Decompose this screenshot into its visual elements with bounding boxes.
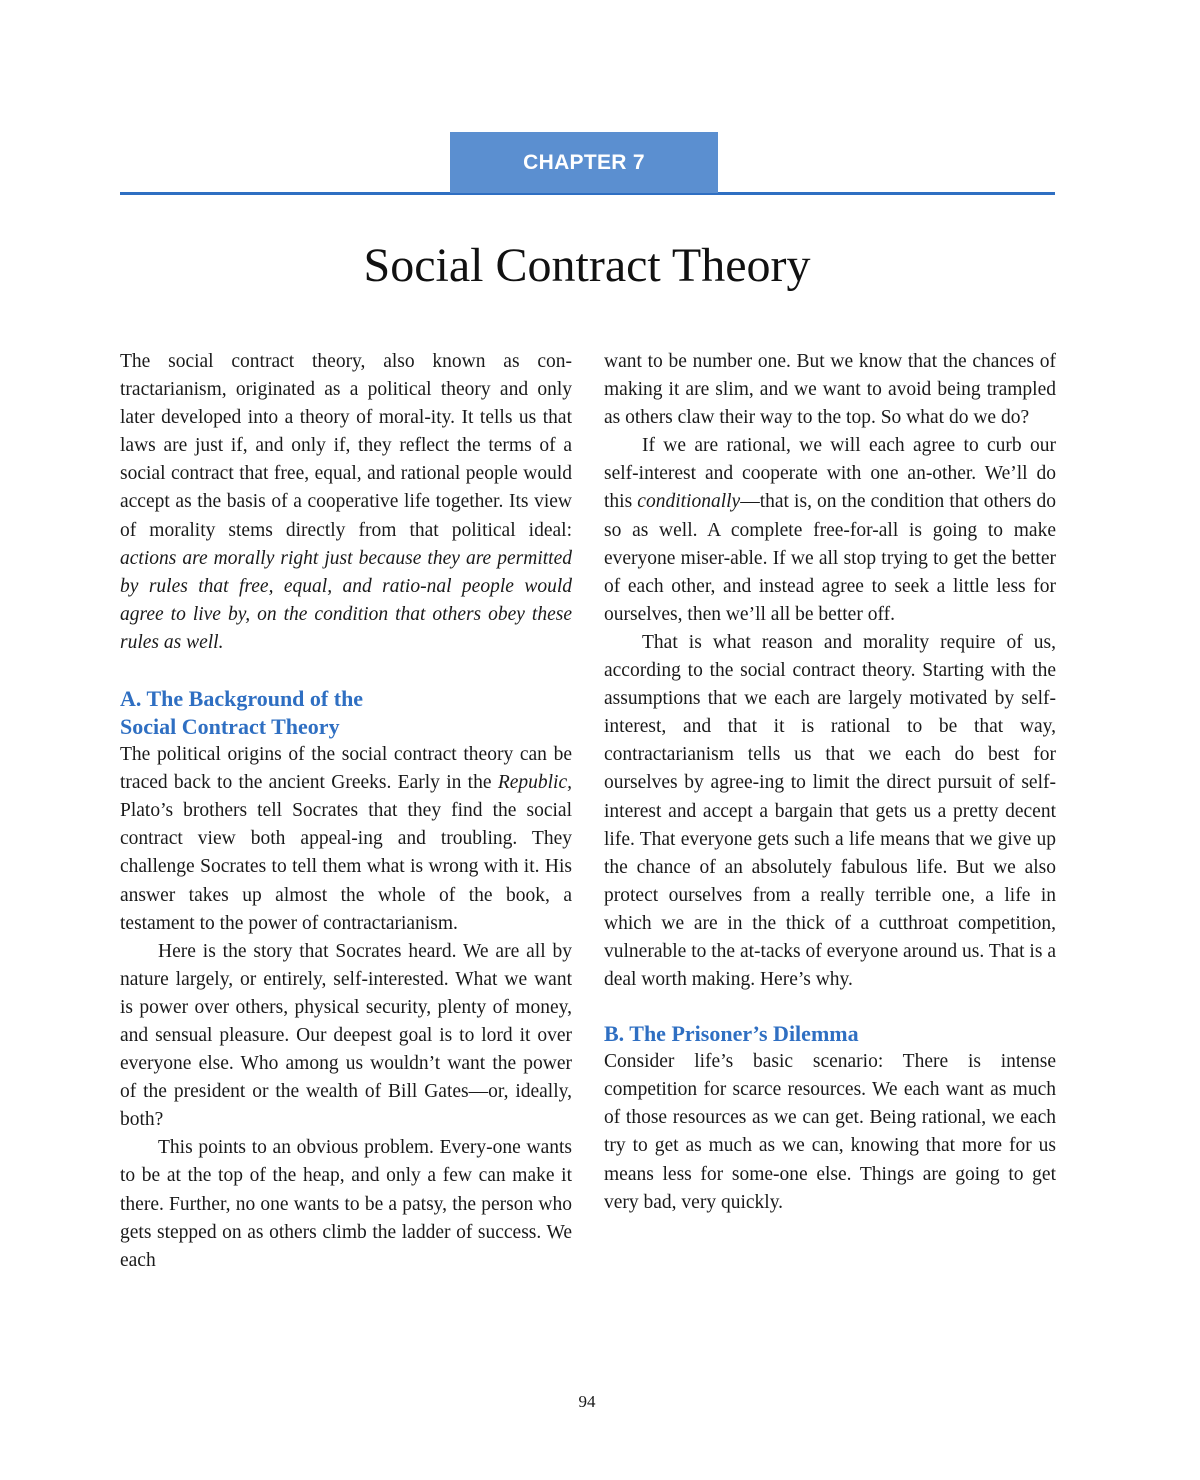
paragraph-continued: want to be number one. But we know that the chances of making it are slim, and we want to avoid being trampled as others claw their way to the top. So what do we do? — [604, 351, 1056, 429]
paragraph-reason: That is what reason and morality require of us, according to the social contract theory. Starting with the assumptions that we each are largely motivated by self-interest, and that it is rational to be that way, contractarianism tells us that we each do best for ourselves by agree-ing to limit the direct pursuit of self-interest and accept a bargain that gets us a pretty decent life. That everyone gets such a life means that we give up the chance of an absolutely fabulous life. But we also protect ourselves from a really terrible one, a life in which we are in the thick of a cutthroat competition, vulnerable to the at-tacks of everyone around us. That is a deal worth making. Here’s why. — [604, 631, 1056, 991]
page-number: 94 — [578, 1392, 596, 1411]
section-a-heading-line2: Social Contract Theory — [120, 714, 340, 740]
paragraph-text: If we are rational, we will each agree to curb our self-interest and cooperate with one an-other. We’ll do this — [604, 435, 1056, 513]
paragraph-text: The political origins of the social contract theory can be traced back to the ancient Greeks. Early in the — [120, 744, 572, 794]
paragraph-story: Here is the story that Socrates heard. We are all by nature largely, or entirely, self-interested. What we want is power over others, physical security, plenty of money, and sensual pleasure. Our deepest goal is to lord it over everyone else. Who among us wouldn’t want the power of the president or the wealth of Bill Gates—or, ideally, both? — [120, 940, 572, 1131]
intro-paragraph — [120, 348, 572, 657]
intro-emphasis: actions are morally right just because they are permitted by rules that free, equal, and ratio-nal people would agree to live by, on the condition that others obey these rules as well. — [120, 547, 572, 653]
conditionally-emphasis: conditionally — [637, 491, 741, 513]
paragraph-scenario: Consider life’s basic scenario: There is intense competition for scarce resources. We each want as much of those resources as we can get. Being rational, we each try to get as much as we can, knowing that more for us means less for some-one else. Things are going to get very bad, very quickly. — [604, 1051, 1056, 1213]
paragraph-text: —that is, on the condition that others do so as well. A complete free-for-all is going to make everyone miser-able. If we all stop trying to get the better of each other, and instead agree to seek a little less for ourselves, then we’ll all be better off. — [604, 491, 1056, 625]
paragraph-origins — [120, 741, 572, 938]
section-a-heading — [120, 685, 572, 741]
page-title: Social Contract Theory — [363, 239, 811, 292]
paragraph-rational — [604, 432, 1056, 629]
paragraph-problem: This points to an obvious problem. Every-one wants to be at the top of the heap, and only a few can make it there. Further, no one wants to be a patsy, the person who gets stepped on as others climb the ladder of success. We each — [120, 1137, 572, 1271]
republic-emphasis: Republic, — [497, 772, 572, 794]
intro-text: The social contract theory, also known as con-tractarianism, originated as a political theory and only later developed into a theory of moral-ity. It tells us that laws are just if, and only if, they reflect the terms of a social contract that free, equal, and rational people would accept as the basis of a cooperative life together. Its view of morality stems directly from that political ideal: — [120, 351, 572, 541]
chapter-tab — [450, 132, 718, 193]
right-column — [604, 348, 1056, 1217]
section-b-heading: B. The Prisoner’s Dilemma — [604, 1021, 859, 1047]
chapter-label: CHAPTER 7 — [523, 150, 645, 174]
left-column — [120, 348, 572, 1275]
paragraph-text: Plato’s brothers tell Socrates that they find the social contract view both appeal-ing and troubling. They challenge Socrates to tell them what is wrong with it. His answer takes up almost the whole of the book, a testament to the power of contractarianism. — [120, 800, 572, 934]
section-a-heading-line1: A. The Background of the — [120, 686, 364, 712]
